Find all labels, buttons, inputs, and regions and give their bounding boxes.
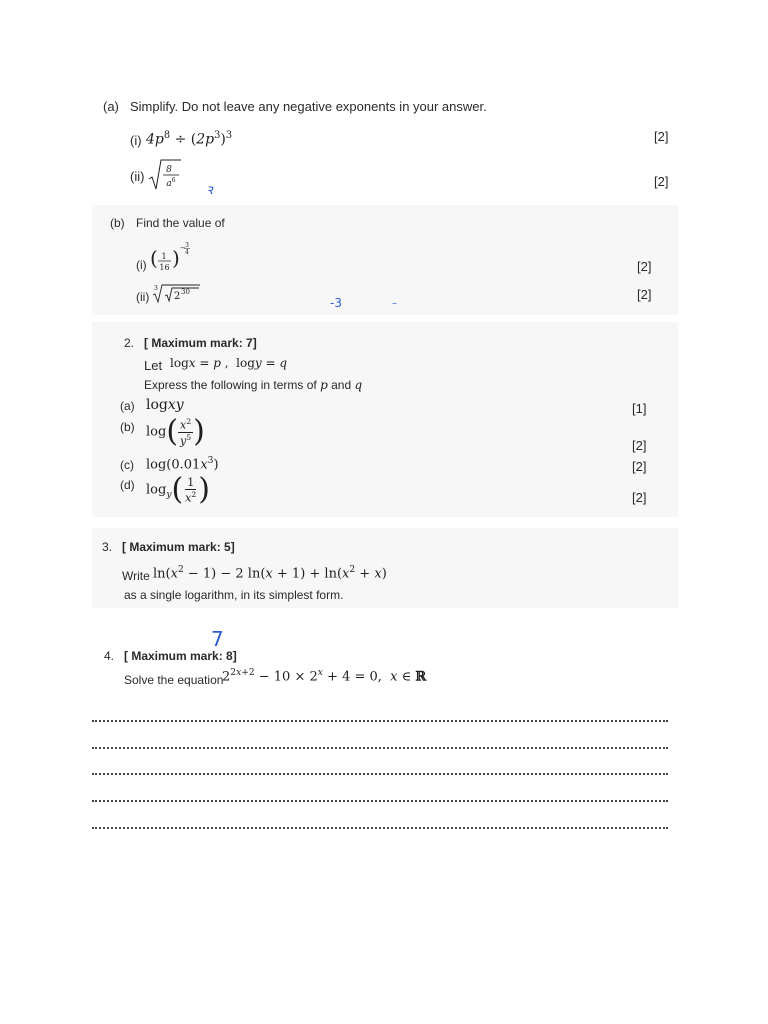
- subpart-label: (ii): [136, 290, 150, 304]
- question-header: [ Maximum mark: 8]: [124, 649, 237, 663]
- question-header: [ Maximum mark: 5]: [122, 540, 235, 554]
- expression-3: $\ln(x^2 - 1) - 2$ $\ln(x + 1) + \ln(x^2 + x)$: [153, 565, 387, 582]
- svg-text:): ): [172, 246, 180, 270]
- fraction-power-icon: [150, 241, 192, 275]
- question-number: 2.: [124, 336, 135, 350]
- marks: [2]: [654, 174, 669, 189]
- marks: [2]: [654, 129, 669, 144]
- subpart-label: (i): [136, 258, 147, 272]
- answer-line[interactable]: [92, 827, 668, 829]
- instruction: Solve the equation: [124, 673, 224, 687]
- marks: [2]: [637, 287, 652, 302]
- expression-1b-i: [150, 241, 192, 278]
- svg-text:4: 4: [185, 249, 189, 256]
- var-q: q: [354, 378, 363, 392]
- answer-line[interactable]: [92, 747, 668, 749]
- svg-text:30: 30: [181, 288, 190, 296]
- part-title: Simplify. Do not leave any negative exponents in your answer.: [130, 99, 487, 114]
- expression-let: logx = p , logy = q: [170, 356, 288, 370]
- question-number: 4.: [104, 649, 115, 663]
- svg-text:3: 3: [154, 285, 158, 292]
- marks: [2]: [632, 490, 647, 505]
- expression-2a: logxy: [146, 397, 184, 413]
- handwritten-mark: ꝛ: [206, 182, 213, 198]
- marks: [1]: [632, 401, 647, 416]
- instruction-text: Express the following in terms of: [144, 378, 317, 392]
- marks: [2]: [632, 438, 647, 453]
- part-label: (d): [120, 478, 135, 492]
- marks: [2]: [632, 459, 647, 474]
- expression-1a-ii: [148, 158, 182, 192]
- part-label: (c): [120, 458, 134, 472]
- question-header: [ Maximum mark: 7]: [144, 336, 257, 350]
- part-label: (b): [120, 420, 135, 434]
- nested-root-icon: [152, 282, 202, 304]
- handwritten-correction: 7: [211, 627, 224, 651]
- answer-line[interactable]: [92, 773, 668, 775]
- answer-line[interactable]: [92, 800, 668, 802]
- sqrt-sign-icon: [148, 158, 182, 192]
- answer-line[interactable]: [92, 720, 668, 722]
- expression-2b: log( $\frac{x^2}{y^5}$ ): [146, 414, 205, 449]
- instruction: as a single logarithm, in its simplest form.: [124, 588, 344, 602]
- expression-2c: $\log(0.01x^3)$: [146, 456, 219, 473]
- svg-text:8: 8: [166, 165, 172, 175]
- marks: [2]: [637, 259, 652, 274]
- expression-4: $2^{2x+2} - 10 \times 2^x + 4 = 0$, x ∈ ℝ: [222, 668, 427, 685]
- expression-1b-ii: [152, 282, 202, 308]
- svg-text:2: 2: [174, 291, 181, 302]
- svg-text:a6: $a^6$: [166, 177, 176, 189]
- part-label: (a): [103, 99, 119, 114]
- svg-text:16: 16: [159, 263, 170, 272]
- expression-1a-i: $4p^8 \div (2p^3)^3$: [146, 130, 233, 148]
- svg-text:−: −: [180, 244, 186, 252]
- subpart-label: (ii): [130, 169, 145, 184]
- svg-text:3: 3: [185, 242, 189, 249]
- let-word: Let: [144, 358, 163, 373]
- var-p: p: [320, 378, 328, 392]
- question-number: 3.: [102, 540, 113, 554]
- svg-text:(: (: [150, 246, 158, 270]
- handwritten-mark: –: [392, 298, 397, 309]
- write-word: Write: [122, 569, 150, 583]
- part-label: (a): [120, 399, 135, 413]
- and-word: and: [331, 378, 352, 392]
- instruction: [144, 378, 362, 392]
- part-label: (b): [110, 216, 125, 230]
- svg-text:1: 1: [161, 252, 167, 261]
- part-title: Find the value of: [136, 216, 225, 230]
- handwritten-mark: -3: [330, 296, 342, 310]
- subpart-label: (i): [130, 133, 142, 148]
- expression-2d: $\log_y$( $\frac{1}{x^2}$ ): [146, 472, 211, 507]
